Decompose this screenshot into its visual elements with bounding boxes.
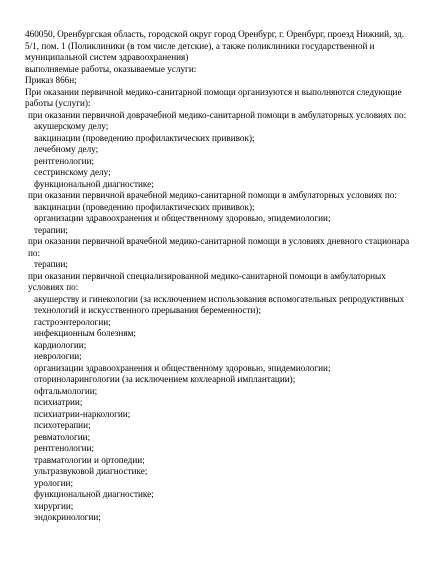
list-item: гастроэнтерологии;	[34, 316, 111, 327]
list-item: акушерству и гинекологии (за исключением использования вспомогательных репродуктивных технологий и искусственного прерывания беременности);	[34, 293, 405, 315]
section-heading: при оказании первичной врачебной медико-санитарной помощи в амбулаторных условиях по:	[28, 190, 397, 200]
list-item: урологии;	[34, 477, 73, 488]
works-heading: выполняемые работы, оказываемые услуги:	[25, 63, 197, 74]
list-item: вакцинации (проведению профилактических прививок);	[34, 201, 255, 212]
list-item: организации здравоохранения и общественному здоровью, эпидемиологии;	[34, 362, 331, 373]
list-item: рентгенологии;	[34, 155, 95, 166]
list-item: терапии;	[34, 259, 68, 269]
list-item: организации здравоохранения и общественному здоровью, эпидемиологии;	[34, 213, 331, 223]
section-heading: при оказании первичной специализированной медико-санитарной помощи в амбулаторных условиях по:	[28, 270, 386, 292]
list-item: психиатрии-наркологии;	[34, 408, 131, 419]
section-heading: при оказании первичной врачебной медико-санитарной помощи в условиях дневного стационара по:	[28, 236, 410, 258]
list-item: психиатрии;	[34, 397, 83, 407]
services-intro: При оказании первичной медико-санитарной помощи организуются и выполняются следующие работы (услуги):	[25, 86, 402, 108]
list-item: психотерапии;	[34, 420, 91, 430]
list-item: лечебному делу;	[34, 144, 99, 154]
list-item: оториноларингологии (за исключением кохлеарной имплантации);	[34, 374, 296, 384]
list-item: функциональной диагностике;	[34, 178, 154, 189]
list-item: функциональной диагностике;	[34, 489, 154, 499]
list-item: инфекционным болезням;	[34, 328, 136, 338]
list-item: акушерскому делу;	[34, 121, 109, 131]
address-paragraph: 460050, Оренбургская область, городской округ город Оренбург, г. Оренбург, проезд Нижний, зд. 5/1, пом. 1 (Поликлиники (в том числе детские), а также поликлиники государственной и муниципальной систем здравоохранения)	[25, 29, 405, 62]
list-item: ультразвуковой диагностике;	[34, 466, 148, 476]
list-item: рентгенологии;	[34, 443, 95, 453]
list-item: вакцинации (проведению профилактических прививок);	[34, 132, 255, 143]
list-item: терапии;	[34, 224, 68, 235]
list-item: травматологии и ортопедии;	[34, 454, 145, 465]
list-item: неврологии;	[34, 351, 82, 361]
list-item: офтальмологии;	[34, 385, 98, 396]
list-item: хирургии;	[34, 500, 74, 511]
list-item: ревматологии;	[34, 431, 91, 442]
list-item: кардиологии;	[34, 339, 87, 350]
list-item: сестринскому делу;	[34, 167, 111, 177]
section-heading: при оказании первичной доврачебной медико-санитарной помощи в амбулаторных условиях по:	[28, 109, 407, 120]
order-reference: Приказ 866н;	[25, 75, 77, 85]
list-item: эндокринологии;	[34, 512, 101, 522]
